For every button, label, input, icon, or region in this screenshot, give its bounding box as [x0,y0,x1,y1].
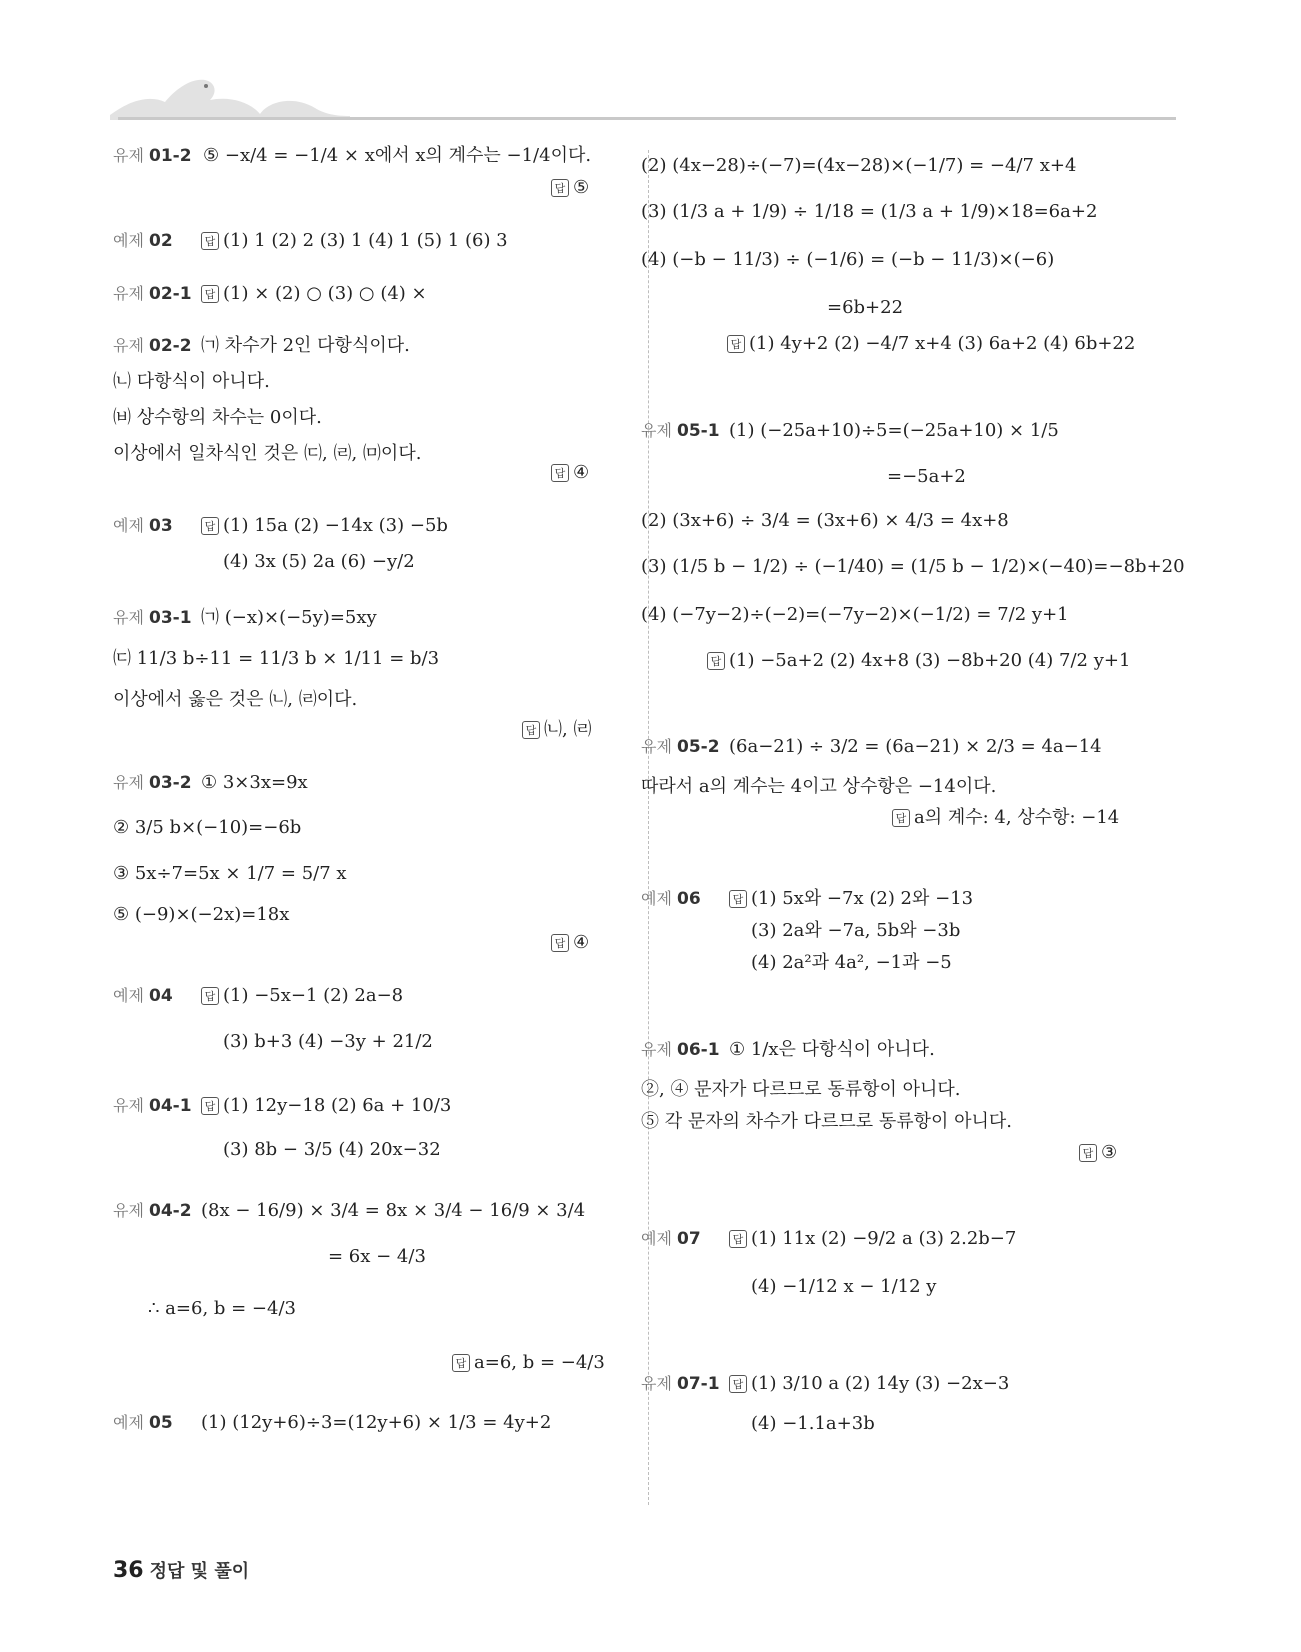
answer-icon: 답 [201,232,219,250]
answer-icon: 답 [201,285,219,303]
item-03-2: 유제 03-2 ① 3×3x=9x ② 3/5 b×(−10)=−6b ③ 5x÷7=5x × 1/7 = 5/7 x ⑤ (−9)×(−2x)=18x [113,772,347,925]
answer-03-1: 답 ㈁, ㈃ [522,712,591,748]
answer-04-2: 답 a=6, b = −4/3 [452,1345,605,1381]
answer-05: 답 (1) 4y+2 (2) −4/7 x+4 (3) 6a+2 (4) 6b+22 [727,326,1135,362]
answer-05-1: 답 (1) −5a+2 (2) 4x+8 (3) −8b+20 (4) 7/2 y+1 [707,643,1130,679]
item-03-1: 유제 03-1 ㈀ (−x)×(−5y)=5xy ㈂ 11/3 b÷11 = 11/3 b × 1/11 = b/3 이상에서 옳은 것은 ㈁, ㈃이다. [113,607,440,710]
answer-05-2: 답 a의 계수: 4, 상수항: −14 [892,800,1119,836]
item-07: 예제 07 답 (1) 11x (2) −9/2 a (3) 2.2b−7 (4) −1/12 x − 1/12 y [641,1228,1017,1297]
item-04-1: 유제 04-1 답 (1) 12y−18 (2) 6a + 10/3 (3) 8b − 3/5 (4) 20x−32 [113,1095,452,1160]
header-seal-illustration [110,70,350,130]
answer-06-1: 답 ③ [1079,1135,1117,1171]
item-02: 예제 02 답 (1) 1 (2) 2 (3) 1 (4) 1 (5) 1 (6) 3 [113,230,508,251]
answer-icon: 답 [551,179,569,197]
item-05-2: 유제 05-2 (6a−21) ÷ 3/2 = (6a−21) × 2/3 = 4a−14 따라서 a의 계수는 4이고 상수항은 −14이다. [641,736,1102,797]
item-05-cont: (2) (4x−28)÷(−7)=(4x−28)×(−1/7) = −4/7 x+4 (3) (1/3 a + 1/9) ÷ 1/18 = (1/3 a + 1/9)×18=6a+2 (4) (−b − 11/3) ÷ (−1/6) = (−b − 11/3)×(−6) =6b+22 [641,155,1098,318]
header-rule [118,117,1176,120]
item-04: 예제 04 답 (1) −5x−1 (2) 2a−8 (3) b+3 (4) −3y + 21/2 [113,985,433,1052]
answer-03-2: 답 ④ [551,925,589,961]
solution-text: ⑤ −x/4 = −1/4 × x에서 x의 계수는 −1/4이다. [203,145,592,166]
item-03: 예제 03 답 (1) 15a (2) −14x (3) −5b (4) 3x (5) 2a (6) −y/2 [113,515,448,572]
page-number: 36 [113,1558,144,1583]
item-label: 유제 01-2 [113,146,192,166]
answer-02-2: 답 ④ [551,455,589,491]
item-04-2: 유제 04-2 (8x − 16/9) × 3/4 = 8x × 3/4 − 16/9 × 3/4 = 6x − 4/3 ∴ a=6, b = −4/3 [113,1200,586,1319]
footer-title: 정답 및 풀이 [149,1561,250,1582]
item-05-1: 유제 05-1 (1) (−25a+10)÷5=(−25a+10) × 1/5 =−5a+2 (2) (3x+6) ÷ 3/4 = (3x+6) × 4/3 = 4x+8 (3) (1/5 b − 1/2) ÷ (−1/40) = (1/5 b − 1/2)×(−40)=−8b+20 (4) (−7y−2)÷(−2)=(−7y−2)×(−1/2) = 7/2 y+1 [641,420,1185,625]
item-06-1: 유제 06-1 ① 1/x은 다항식이 아니다. ②, ④ 문자가 다르므로 동류항이 아니다. ⑤ 각 문자의 차수가 다르므로 동류항이 아니다. [641,1039,1013,1132]
page-footer [113,1557,249,1583]
item-05: 예제 05 (1) (12y+6)÷3=(12y+6) × 1/3 = 4y+2 [113,1412,552,1433]
item-01-2 [113,138,591,174]
item-02-1: 유제 02-1 답 (1) × (2) ○ (3) ○ (4) × [113,283,427,304]
answer-01-2: 답 ⑤ [551,170,589,206]
item-07-1: 유제 07-1 답 (1) 3/10 a (2) 14y (3) −2x−3 (4) −1.1a+3b [641,1373,1010,1434]
item-06: 예제 06 답 (1) 5x와 −7x (2) 2와 −13 (3) 2a와 −7a, 5b와 −3b (4) 2a²과 4a², −1과 −5 [641,888,974,973]
item-02-2: 유제 02-2 ㈀ 차수가 2인 다항식이다. ㈁ 다항식이 아니다. ㈅ 상수항의 차수는 0이다. 이상에서 일차식인 것은 ㈂, ㈃, ㈄이다. [113,335,422,464]
